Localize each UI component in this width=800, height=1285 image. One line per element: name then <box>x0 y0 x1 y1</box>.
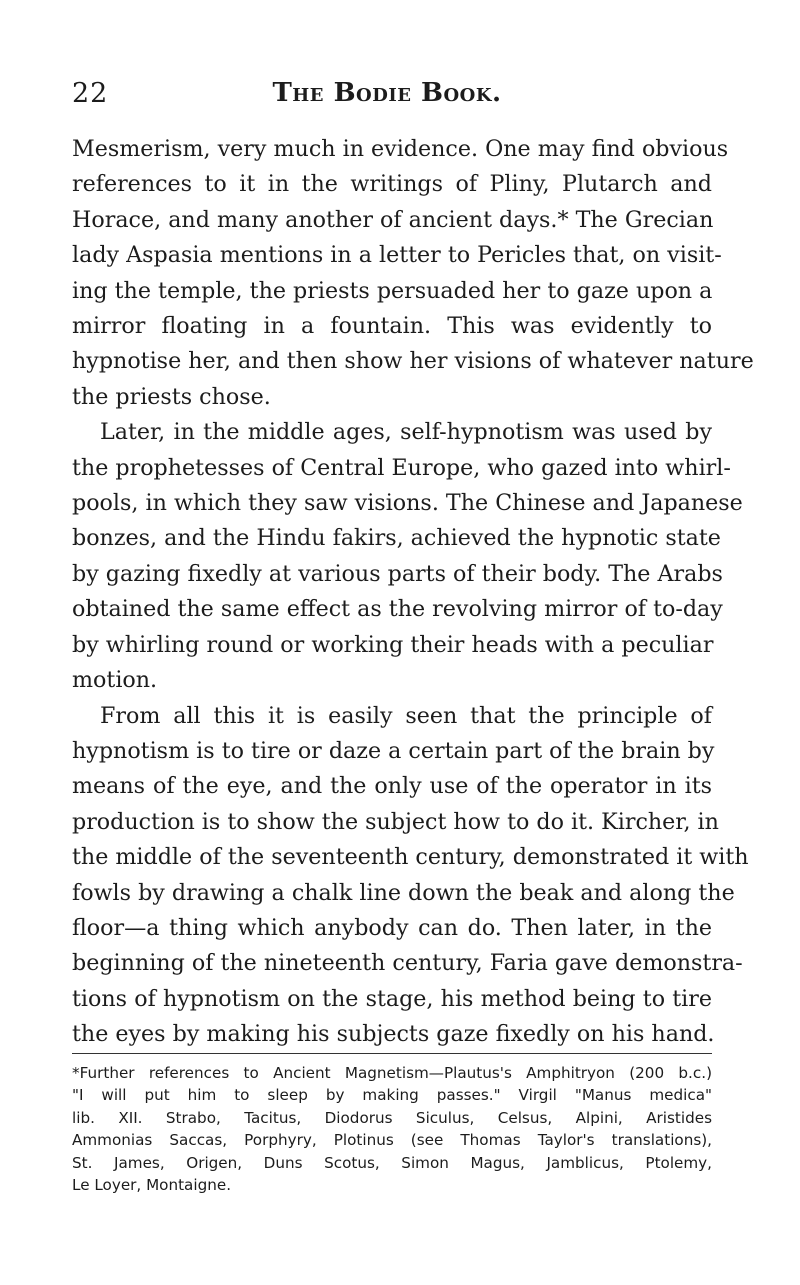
footnote-line: "I will put him to sleep by making passes." Virgil "Manus medica" <box>72 1086 712 1105</box>
text-line: lady Aspasia mentions in a letter to Pericles that, on visit- <box>72 242 722 269</box>
page-header <box>72 78 702 114</box>
text-line: From all this it is easily seen that the principle of <box>100 702 712 729</box>
text-line: the prophetesses of Central Europe, who gazed into whirl- <box>72 454 731 481</box>
paragraph-1 <box>72 132 754 415</box>
text-line: means of the eye, and the only use of the operator in its <box>72 773 712 800</box>
text-line: by gazing fixedly at various parts of their body. The Arabs <box>72 560 723 587</box>
text-line: references to it in the writings of Pliny, Plutarch and <box>72 171 712 198</box>
footnote-line: Le Loyer, Montaigne. <box>72 1176 232 1195</box>
page-number: 22 <box>72 78 109 109</box>
text-line: by whirling round or working their heads with a peculiar <box>72 631 714 658</box>
text-line: motion. <box>72 667 158 694</box>
text-line: the middle of the seventeenth century, demonstrated it with <box>72 844 749 871</box>
paragraph-3 <box>72 699 749 1053</box>
text-line: pools, in which they saw visions. The Chinese and Japanese <box>72 490 743 517</box>
footnote <box>72 1062 712 1196</box>
footnote-line: *Further references to Ancient Magnetism—Plautus's Amphitryon (200 b.c.) <box>72 1064 712 1082</box>
text-line: the priests chose. <box>72 383 271 410</box>
footnote-line: St. James, Origen, Duns Scotus, Simon Magus, Jamblicus, Ptolemy, <box>72 1153 712 1172</box>
footnote-divider <box>72 1053 712 1054</box>
text-line: bonzes, and the Hindu fakirs, achieved the hypnotic state <box>72 525 721 552</box>
running-title: The Bodie Book. <box>272 78 502 108</box>
text-line: Horace, and many another of ancient days.* The Grecian <box>72 206 714 233</box>
text-line: the eyes by making his subjects gaze fixedly on his hand. <box>72 1021 715 1048</box>
footnote-line: lib. XII. Strabo, Tacitus, Diodorus Siculus, Celsus, Alpini, Aristides <box>72 1108 712 1127</box>
text-line: Later, in the middle ages, self-hypnotism was used by <box>100 419 712 446</box>
text-line: hypnotise her, and then show her visions of whatever nature <box>72 348 754 375</box>
paragraph-2 <box>72 415 743 698</box>
text-line: tions of hypnotism on the stage, his method being to tire <box>72 985 712 1012</box>
text-line: obtained the same effect as the revolving mirror of to-day <box>72 596 723 623</box>
text-line: floor—a thing which anybody can do. Then later, in the <box>72 914 712 941</box>
text-line: production is to show the subject how to do it. Kircher, in <box>72 808 719 835</box>
footnote-line: Ammonias Saccas, Porphyry, Plotinus (see Thomas Taylor's translations), <box>72 1131 712 1150</box>
text-line: ing the temple, the priests persuaded her to gaze upon a <box>72 277 713 304</box>
body-text <box>72 132 754 1053</box>
text-line: beginning of the nineteenth century, Faria gave demonstra- <box>72 950 743 977</box>
text-line: hypnotism is to tire or daze a certain part of the brain by <box>72 737 715 764</box>
text-line: Mesmerism, very much in evidence. One may find obvious <box>72 136 729 162</box>
text-line: mirror floating in a fountain. This was evidently to <box>72 313 712 340</box>
text-line: fowls by drawing a chalk line down the beak and along the <box>72 879 735 906</box>
